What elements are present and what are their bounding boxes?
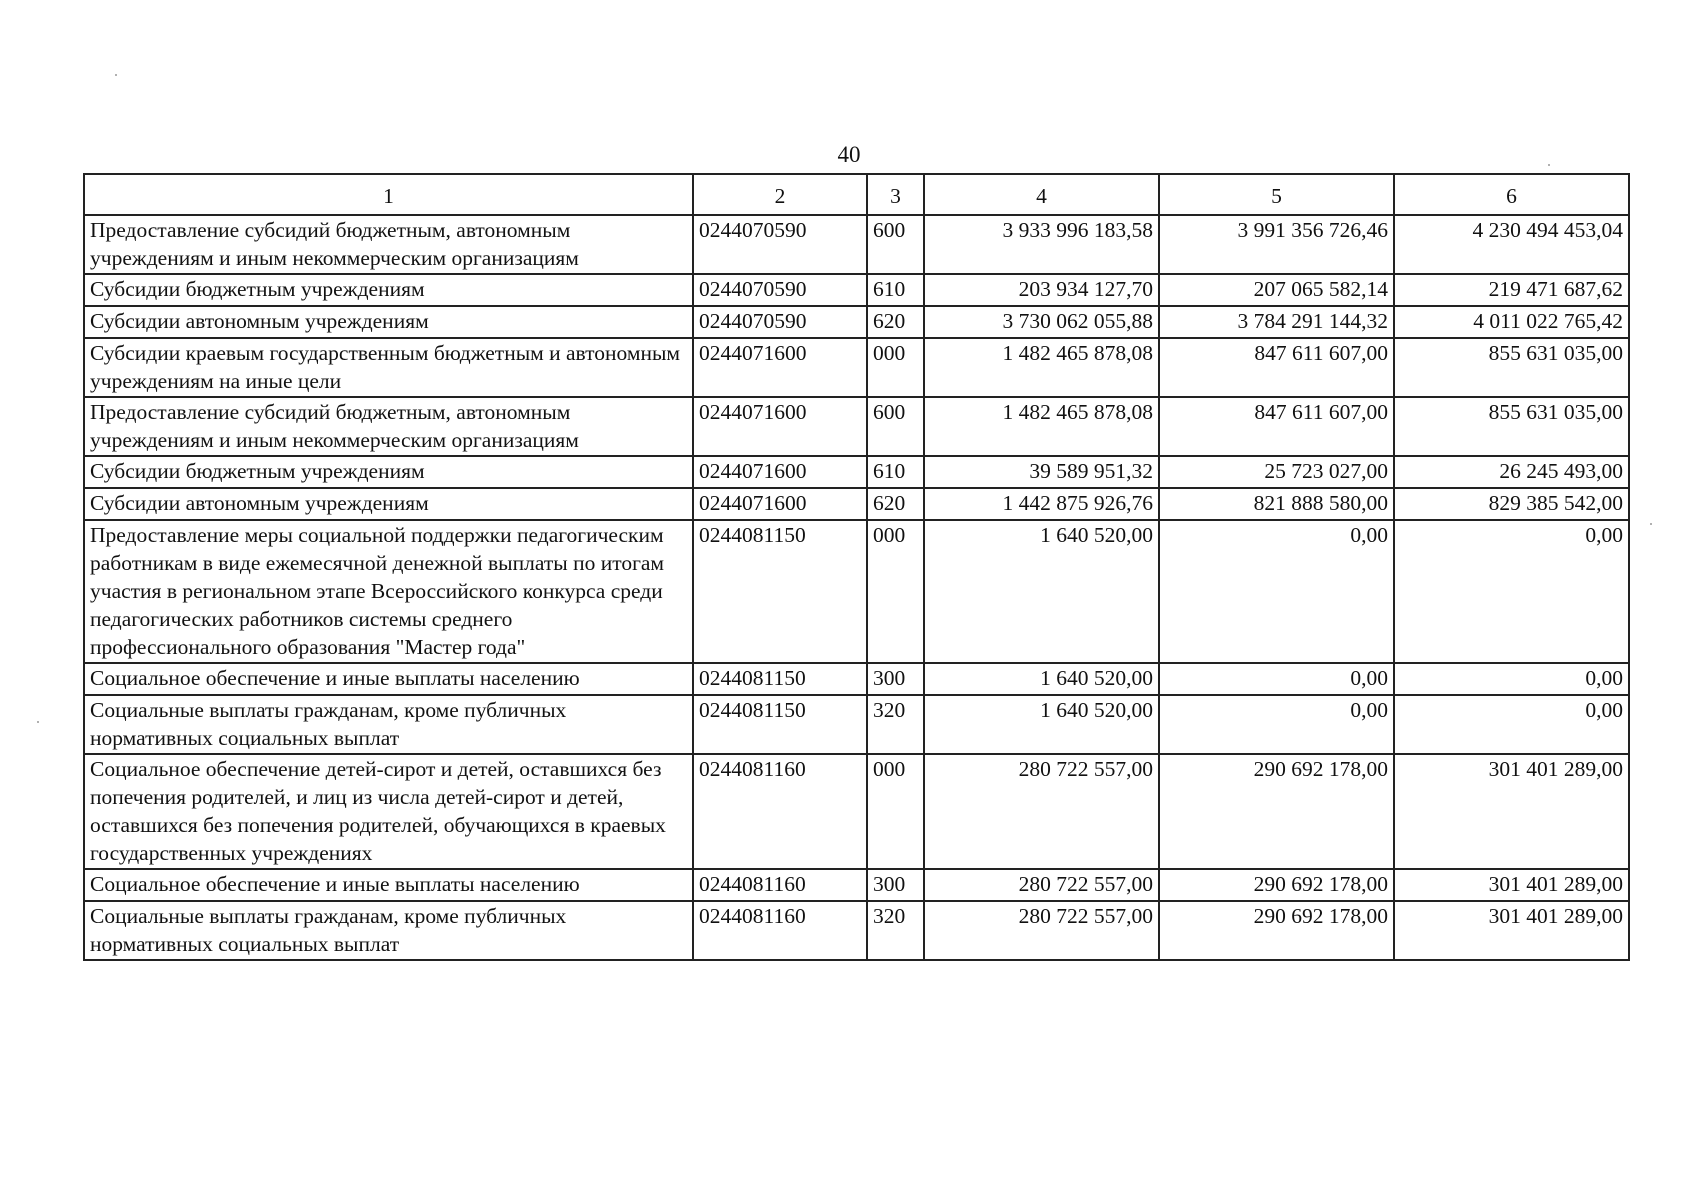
row-code: 0244070590 [693,274,867,306]
row-value-6: 0,00 [1394,520,1629,663]
scan-speck [1650,523,1652,525]
row-type: 000 [867,754,924,869]
row-type: 620 [867,306,924,338]
row-value-6: 4 230 494 453,04 [1394,215,1629,274]
row-code: 0244071600 [693,397,867,456]
row-value-5: 3 784 291 144,32 [1159,306,1394,338]
row-value-5: 0,00 [1159,695,1394,754]
row-name: Социальное обеспечение и иные выплаты населению [84,663,693,695]
page-number: 40 [837,142,861,167]
table-row [84,215,1629,274]
row-code: 0244071600 [693,456,867,488]
row-name: Субсидии краевым государственным бюджетным и автономным учреждениям на иные цели [84,338,693,397]
row-type: 300 [867,869,924,901]
row-value-5: 821 888 580,00 [1159,488,1394,520]
header-col-2: 2 [693,174,867,215]
row-value-4: 1 482 465 878,08 [924,338,1159,397]
header-col-6: 6 [1394,174,1629,215]
row-code: 0244081150 [693,520,867,663]
row-name: Субсидии автономным учреждениям [84,306,693,338]
row-value-6: 0,00 [1394,663,1629,695]
row-value-4: 1 482 465 878,08 [924,397,1159,456]
row-value-5: 0,00 [1159,520,1394,663]
row-value-4: 280 722 557,00 [924,754,1159,869]
row-value-6: 219 471 687,62 [1394,274,1629,306]
row-code: 0244081150 [693,695,867,754]
row-type: 620 [867,488,924,520]
row-value-6: 0,00 [1394,695,1629,754]
row-value-4: 1 442 875 926,76 [924,488,1159,520]
row-value-4: 3 730 062 055,88 [924,306,1159,338]
row-value-5: 207 065 582,14 [1159,274,1394,306]
row-code: 0244081150 [693,663,867,695]
row-value-4: 203 934 127,70 [924,274,1159,306]
row-value-4: 1 640 520,00 [924,520,1159,663]
row-name: Социальные выплаты гражданам, кроме публичных нормативных социальных выплат [84,901,693,960]
row-value-6: 26 245 493,00 [1394,456,1629,488]
table-row [84,754,1629,869]
table-row [84,869,1629,901]
row-code: 0244081160 [693,754,867,869]
row-value-4: 39 589 951,32 [924,456,1159,488]
row-type: 000 [867,520,924,663]
budget-table [83,173,1630,961]
row-value-4: 280 722 557,00 [924,901,1159,960]
row-value-6: 855 631 035,00 [1394,338,1629,397]
row-name: Субсидии автономным учреждениям [84,488,693,520]
row-value-6: 829 385 542,00 [1394,488,1629,520]
row-value-5: 847 611 607,00 [1159,397,1394,456]
scan-speck [115,74,117,76]
row-value-6: 4 011 022 765,42 [1394,306,1629,338]
table-row [84,456,1629,488]
row-value-4: 280 722 557,00 [924,869,1159,901]
row-value-4: 1 640 520,00 [924,663,1159,695]
table-row [84,488,1629,520]
row-code: 0244071600 [693,338,867,397]
scan-speck [37,721,39,723]
row-value-5: 3 991 356 726,46 [1159,215,1394,274]
table-row [84,695,1629,754]
row-type: 320 [867,695,924,754]
row-name: Предоставление субсидий бюджетным, автономным учреждениям и иным некоммерческим организациям [84,397,693,456]
row-value-5: 25 723 027,00 [1159,456,1394,488]
row-value-5: 290 692 178,00 [1159,869,1394,901]
row-code: 0244081160 [693,901,867,960]
row-code: 0244071600 [693,488,867,520]
row-type: 610 [867,274,924,306]
row-value-5: 290 692 178,00 [1159,754,1394,869]
row-type: 000 [867,338,924,397]
table-row [84,306,1629,338]
header-col-1: 1 [84,174,693,215]
table-row [84,901,1629,960]
row-code: 0244070590 [693,306,867,338]
header-row [84,174,1629,215]
table-row [84,274,1629,306]
header-col-3: 3 [867,174,924,215]
row-value-5: 0,00 [1159,663,1394,695]
row-type: 610 [867,456,924,488]
row-value-4: 3 933 996 183,58 [924,215,1159,274]
row-name: Субсидии бюджетным учреждениям [84,456,693,488]
row-value-6: 301 401 289,00 [1394,901,1629,960]
table-row [84,663,1629,695]
row-value-5: 290 692 178,00 [1159,901,1394,960]
header-col-5: 5 [1159,174,1394,215]
row-name: Предоставление меры социальной поддержки педагогическим работникам в виде ежемесячной денежной выплаты по итогам участия в региональном этапе Всероссийского конкурса среди педагогических работников системы среднего профессионального образования "Мастер года" [84,520,693,663]
row-name: Социальные выплаты гражданам, кроме публичных нормативных социальных выплат [84,695,693,754]
row-type: 600 [867,397,924,456]
row-type: 300 [867,663,924,695]
row-code: 0244081160 [693,869,867,901]
row-value-6: 301 401 289,00 [1394,754,1629,869]
row-value-6: 301 401 289,00 [1394,869,1629,901]
row-name: Социальное обеспечение детей-сирот и детей, оставшихся без попечения родителей, и лиц из числа детей-сирот и детей, оставшихся без попечения родителей, обучающихся в краевых государственных учреждениях [84,754,693,869]
row-code: 0244070590 [693,215,867,274]
row-type: 320 [867,901,924,960]
row-value-5: 847 611 607,00 [1159,338,1394,397]
row-value-4: 1 640 520,00 [924,695,1159,754]
row-type: 600 [867,215,924,274]
header-col-4: 4 [924,174,1159,215]
row-name: Субсидии бюджетным учреждениям [84,274,693,306]
row-name: Предоставление субсидий бюджетным, автономным учреждениям и иным некоммерческим организациям [84,215,693,274]
table-row [84,338,1629,397]
scan-speck [1548,164,1550,166]
row-value-6: 855 631 035,00 [1394,397,1629,456]
table-row [84,397,1629,456]
table-row [84,520,1629,663]
row-name: Социальное обеспечение и иные выплаты населению [84,869,693,901]
